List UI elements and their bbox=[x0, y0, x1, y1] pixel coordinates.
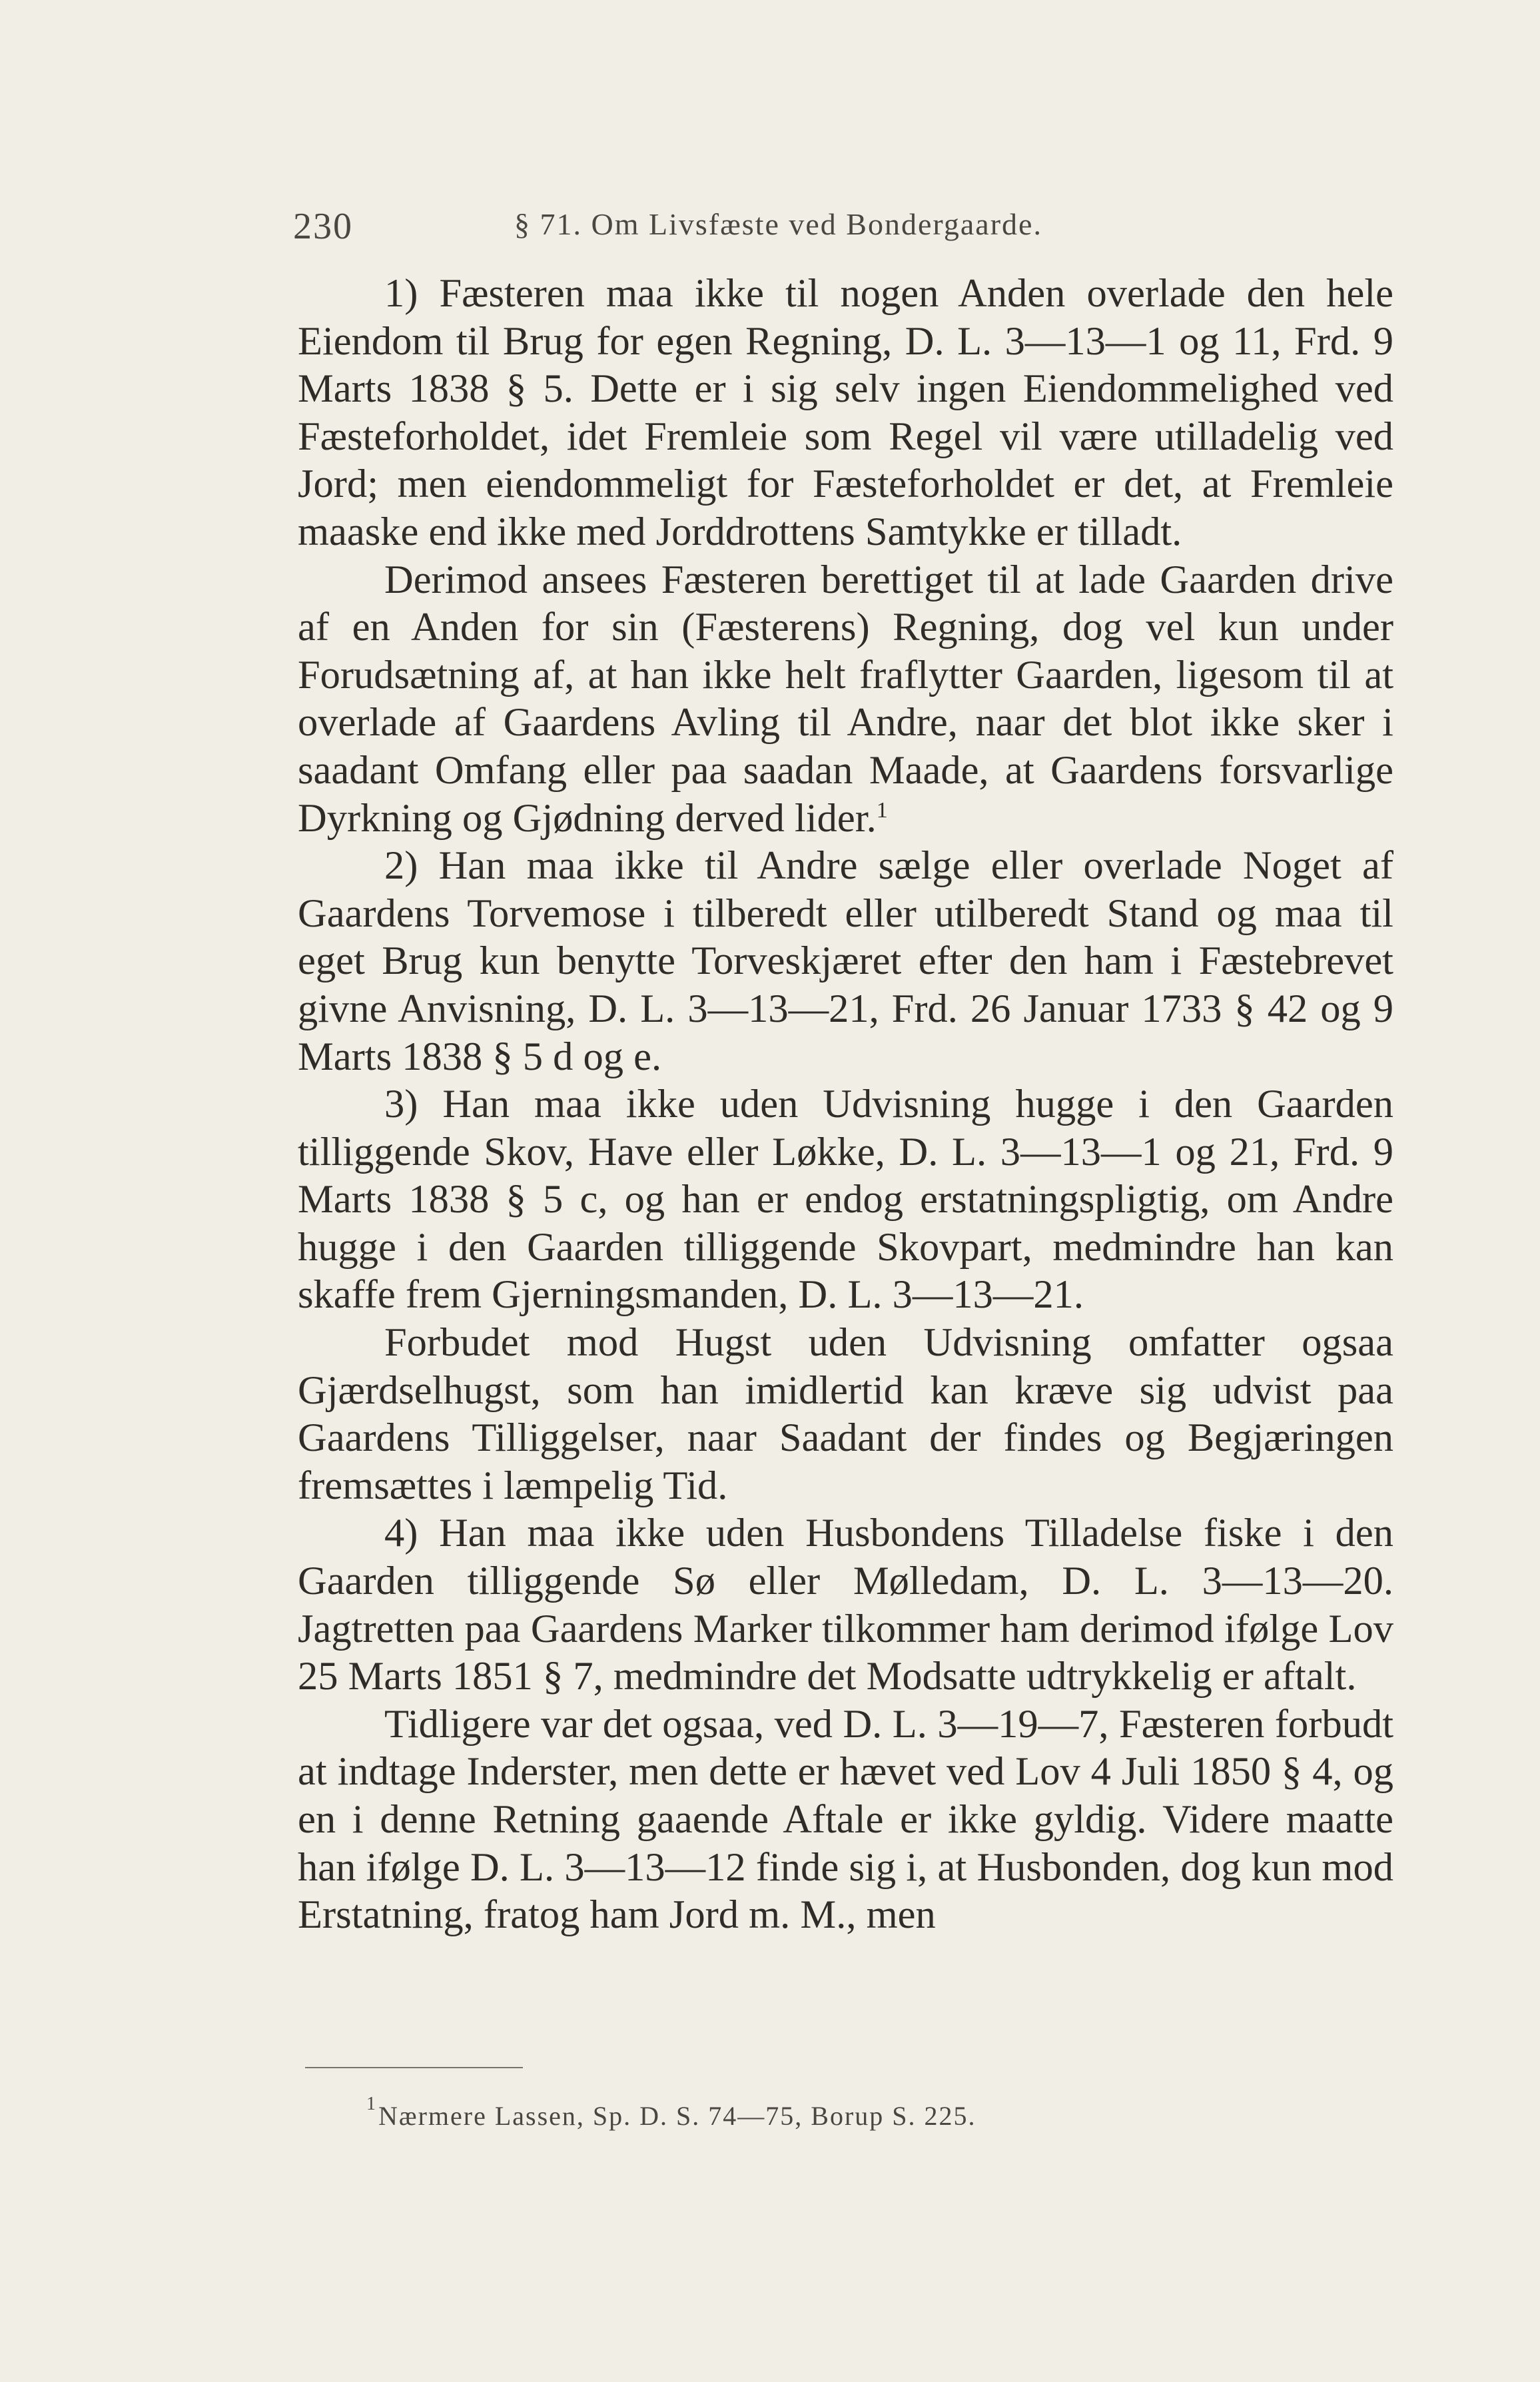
paragraph-5: Forbudet mod Hugst uden Udvisning omfatter ogsaa Gjærdselhugst, som han imidlertid kan kræve sig udvist paa Gaardens Tilliggelser, naar Saadant der findes og Begjæringen fremsættes i læmpelig Tid. bbox=[298, 1320, 1393, 1508]
footnote-reference: 1 bbox=[876, 797, 888, 823]
page-number: 230 bbox=[293, 206, 353, 247]
footnote-mark: 1 bbox=[366, 2094, 377, 2114]
body-text bbox=[298, 270, 1393, 1939]
running-title: § 71. Om Livsfæste ved Bondergaarde. bbox=[514, 207, 1042, 241]
footnote bbox=[366, 2094, 1377, 2132]
paragraph-1: 1) Fæsteren maa ikke til nogen Anden overlade den hele Eiendom til Brug for egen Regning, D. L. 3—13—1 og 11, Frd. 9 Marts 1838 § 5. Dette er i sig selv ingen Eiendommelighed ved Fæsteforholdet, idet Fremleie som Regel vil være utilladelig ved Jord; men eiendommeligt for Fæsteforholdet er det, at Fremleie maaske end ikke med Jorddrottens Samtykke er tilladt. bbox=[298, 271, 1393, 554]
paragraph-2 bbox=[298, 556, 1393, 843]
paragraph-4: 3) Han maa ikke uden Udvisning hugge i den Gaarden tilliggende Skov, Have eller Løkke, D. L. 3—13—1 og 21, Frd. 9 Marts 1838 § 5 c, og han er endog erstatningspligtig, om Andre hugge i den Gaarden tilliggende Skovpart, medmindre han kan skaffe frem Gjerningsmanden, D. L. 3—13—21. bbox=[298, 1082, 1393, 1318]
paragraph-7: Tidligere var det ogsaa, ved D. L. 3—19—7, Fæsteren forbudt at indtage Inderster, men dette er hævet ved Lov 4 Juli 1850 § 4, og en i denne Retning gaaende Aftale er ikke gyldig. Videre maatte han ifølge D. L. 3—13—12 finde sig i, at Husbonden, dog kun mod Erstatning, fratog ham Jord m. M., men bbox=[298, 1701, 1393, 1938]
paragraph-3: 2) Han maa ikke til Andre sælge eller overlade Noget af Gaardens Torvemose i tilberedt eller utilberedt Stand og maa til eget Brug kun benytte Torveskjæret efter den ham i Fæstebrevet givne Anvisning, D. L. 3—13—21, Frd. 26 Januar 1733 § 42 og 9 Marts 1838 § 5 d og e. bbox=[298, 843, 1393, 1079]
page-header bbox=[293, 193, 1412, 253]
footnote-divider bbox=[305, 2067, 523, 2068]
paragraph-6: 4) Han maa ikke uden Husbondens Tilladelse fiske i den Gaarden tilliggende Sø eller Mølledam, D. L. 3—13—20. Jagtretten paa Gaardens Marker tilkommer ham derimod ifølge Lov 25 Marts 1851 § 7, medmindre det Modsatte udtrykkelig er aftalt. bbox=[298, 1511, 1393, 1699]
paragraph-2-text: Derimod ansees Fæsteren berettiget til at lade Gaarden drive af en Anden for sin (Fæsterens) Regning, dog vel kun under Forudsætning af, at han ikke helt fraflytter Gaarden, ligesom til at overlade af Gaardens Avling til Andre, naar det blot ikke sker i saadant Omfang eller paa saadan Maade, at Gaardens forsvarlige Dyrkning og Gjødning derved lider. bbox=[298, 557, 1393, 841]
footnote-text: Nærmere Lassen, Sp. D. S. 74—75, Borup S. 225. bbox=[378, 2101, 976, 2131]
